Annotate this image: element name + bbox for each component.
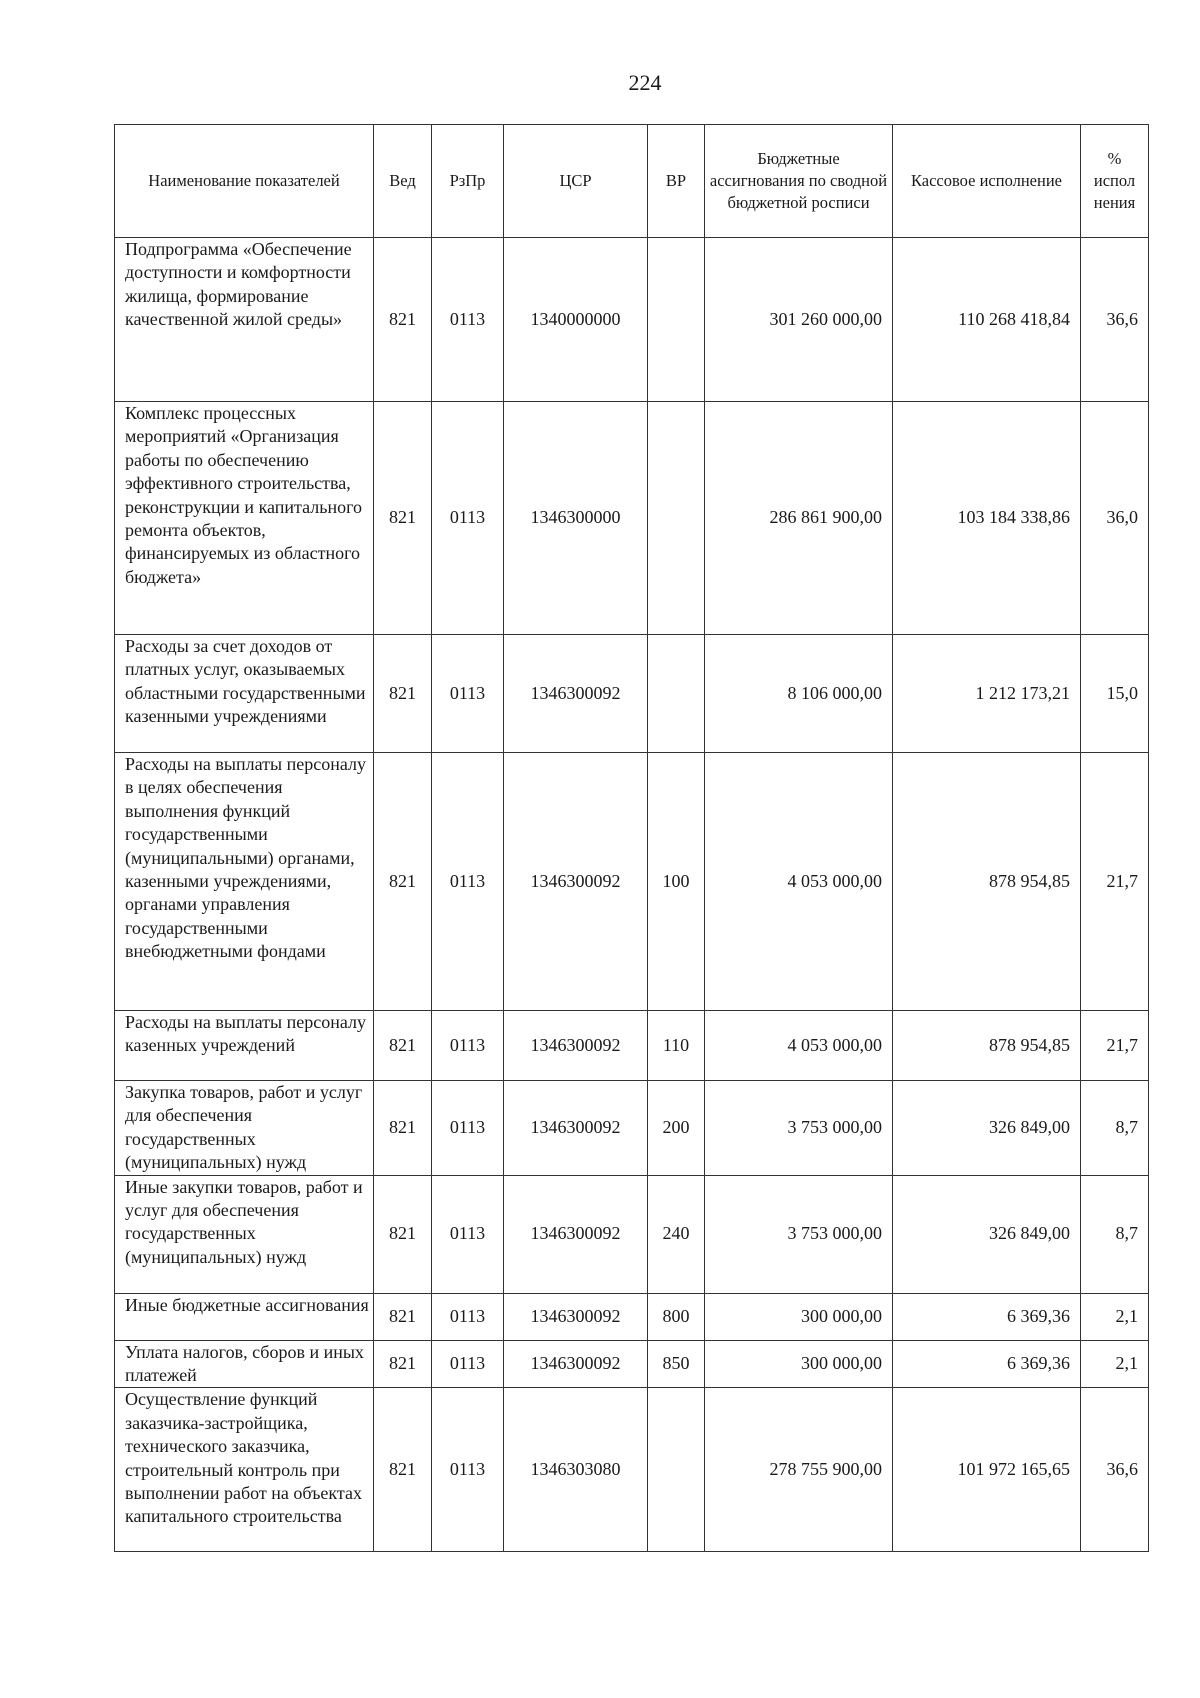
row-vr bbox=[648, 635, 705, 753]
row-pct: 21,7 bbox=[1081, 1011, 1149, 1081]
row-pct: 36,6 bbox=[1081, 1388, 1149, 1552]
row-budget: 4 053 000,00 bbox=[705, 753, 893, 1011]
row-rzpr: 0113 bbox=[432, 1388, 504, 1552]
row-budget: 301 260 000,00 bbox=[705, 238, 893, 402]
row-vr: 240 bbox=[648, 1175, 705, 1293]
row-budget: 286 861 900,00 bbox=[705, 402, 893, 635]
row-pct: 2,1 bbox=[1081, 1293, 1149, 1340]
row-pct: 21,7 bbox=[1081, 753, 1149, 1011]
row-budget: 300 000,00 bbox=[705, 1340, 893, 1388]
row-pct: 15,0 bbox=[1081, 635, 1149, 753]
row-cash: 326 849,00 bbox=[893, 1081, 1081, 1176]
row-cash: 6 369,36 bbox=[893, 1340, 1081, 1388]
row-budget: 3 753 000,00 bbox=[705, 1175, 893, 1293]
table-row bbox=[115, 1340, 1149, 1388]
table-row bbox=[115, 753, 1149, 1011]
row-pct: 8,7 bbox=[1081, 1081, 1149, 1176]
row-budget: 3 753 000,00 bbox=[705, 1081, 893, 1176]
row-pct: 36,0 bbox=[1081, 402, 1149, 635]
row-vr bbox=[648, 402, 705, 635]
row-csr: 1346300000 bbox=[504, 402, 648, 635]
table-row bbox=[115, 1293, 1149, 1340]
table-row bbox=[115, 1175, 1149, 1293]
row-cash: 110 268 418,84 bbox=[893, 238, 1081, 402]
row-rzpr: 0113 bbox=[432, 1175, 504, 1293]
row-name: Расходы на выплаты персоналу в целях обеспечения выполнения функций государственными (муниципальными) органами, казенными учреждениями, органами управления государственными внебюджетными фондами bbox=[115, 753, 374, 1011]
row-ved: 821 bbox=[374, 1081, 432, 1176]
row-cash: 1 212 173,21 bbox=[893, 635, 1081, 753]
row-ved: 821 bbox=[374, 1388, 432, 1552]
row-name: Иные закупки товаров, работ и услуг для обеспечения государственных (муниципальных) нужд bbox=[115, 1175, 374, 1293]
table-row bbox=[115, 238, 1149, 402]
row-pct: 36,6 bbox=[1081, 238, 1149, 402]
row-budget: 8 106 000,00 bbox=[705, 635, 893, 753]
row-pct: 8,7 bbox=[1081, 1175, 1149, 1293]
row-name: Осуществление функций заказчика-застройщика, технического заказчика, строительный контроль при выполнении работ на объектах капитального строительства bbox=[115, 1388, 374, 1552]
row-csr: 1346300092 bbox=[504, 1175, 648, 1293]
row-vr: 200 bbox=[648, 1081, 705, 1176]
row-ved: 821 bbox=[374, 402, 432, 635]
row-ved: 821 bbox=[374, 238, 432, 402]
table-row bbox=[115, 1388, 1149, 1552]
row-csr: 1346300092 bbox=[504, 1081, 648, 1176]
row-csr: 1346300092 bbox=[504, 1293, 648, 1340]
row-name: Комплекс процессных мероприятий «Организация работы по обеспечению эффективного строительства, реконструкции и капитального ремонта объектов, финансируемых из областного бюджета» bbox=[115, 402, 374, 635]
row-rzpr: 0113 bbox=[432, 1340, 504, 1388]
row-rzpr: 0113 bbox=[432, 1011, 504, 1081]
header-pct: % испол нения bbox=[1081, 125, 1149, 238]
row-budget: 4 053 000,00 bbox=[705, 1011, 893, 1081]
row-ved: 821 bbox=[374, 1340, 432, 1388]
row-csr: 1346300092 bbox=[504, 635, 648, 753]
header-cash: Кассовое исполнение bbox=[893, 125, 1081, 238]
row-rzpr: 0113 bbox=[432, 635, 504, 753]
row-csr: 1346300092 bbox=[504, 1340, 648, 1388]
row-ved: 821 bbox=[374, 753, 432, 1011]
row-rzpr: 0113 bbox=[432, 238, 504, 402]
row-cash: 103 184 338,86 bbox=[893, 402, 1081, 635]
row-name: Подпрограмма «Обеспечение доступности и комфортности жилища, формирование качественной жилой среды» bbox=[115, 238, 374, 402]
row-vr bbox=[648, 238, 705, 402]
header-csr: ЦСР bbox=[504, 125, 648, 238]
row-vr: 850 bbox=[648, 1340, 705, 1388]
table-row bbox=[115, 1081, 1149, 1176]
table-header-row bbox=[115, 125, 1149, 238]
row-cash: 6 369,36 bbox=[893, 1293, 1081, 1340]
row-ved: 821 bbox=[374, 1175, 432, 1293]
row-pct: 2,1 bbox=[1081, 1340, 1149, 1388]
row-rzpr: 0113 bbox=[432, 1081, 504, 1176]
row-csr: 1340000000 bbox=[504, 238, 648, 402]
row-cash: 101 972 165,65 bbox=[893, 1388, 1081, 1552]
row-csr: 1346300092 bbox=[504, 1011, 648, 1081]
row-ved: 821 bbox=[374, 1011, 432, 1081]
row-csr: 1346303080 bbox=[504, 1388, 648, 1552]
row-budget: 278 755 900,00 bbox=[705, 1388, 893, 1552]
row-ved: 821 bbox=[374, 1293, 432, 1340]
row-csr: 1346300092 bbox=[504, 753, 648, 1011]
row-cash: 326 849,00 bbox=[893, 1175, 1081, 1293]
row-cash: 878 954,85 bbox=[893, 753, 1081, 1011]
row-name: Расходы за счет доходов от платных услуг, оказываемых областными государственными казенными учреждениями bbox=[115, 635, 374, 753]
row-rzpr: 0113 bbox=[432, 753, 504, 1011]
row-name: Закупка товаров, работ и услуг для обеспечения государственных (муниципальных) нужд bbox=[115, 1081, 374, 1176]
row-budget: 300 000,00 bbox=[705, 1293, 893, 1340]
header-budget: Бюджетные ассигнования по сводной бюджетной росписи bbox=[705, 125, 893, 238]
page-number: 224 bbox=[628, 70, 662, 95]
row-rzpr: 0113 bbox=[432, 402, 504, 635]
table-row bbox=[115, 635, 1149, 753]
header-name: Наименование показателей bbox=[115, 125, 374, 238]
row-vr: 100 bbox=[648, 753, 705, 1011]
row-name: Уплата налогов, сборов и иных платежей bbox=[115, 1340, 374, 1388]
header-rzpr: РзПр bbox=[432, 125, 504, 238]
row-cash: 878 954,85 bbox=[893, 1011, 1081, 1081]
header-ved: Вед bbox=[374, 125, 432, 238]
table-row bbox=[115, 1011, 1149, 1081]
row-rzpr: 0113 bbox=[432, 1293, 504, 1340]
row-name: Иные бюджетные ассигнования bbox=[115, 1293, 374, 1340]
row-vr: 800 bbox=[648, 1293, 705, 1340]
row-vr bbox=[648, 1388, 705, 1552]
row-vr: 110 bbox=[648, 1011, 705, 1081]
budget-table bbox=[114, 124, 1149, 1552]
header-vr: ВР bbox=[648, 125, 705, 238]
row-name: Расходы на выплаты персоналу казенных учреждений bbox=[115, 1011, 374, 1081]
row-ved: 821 bbox=[374, 635, 432, 753]
table-row bbox=[115, 402, 1149, 635]
